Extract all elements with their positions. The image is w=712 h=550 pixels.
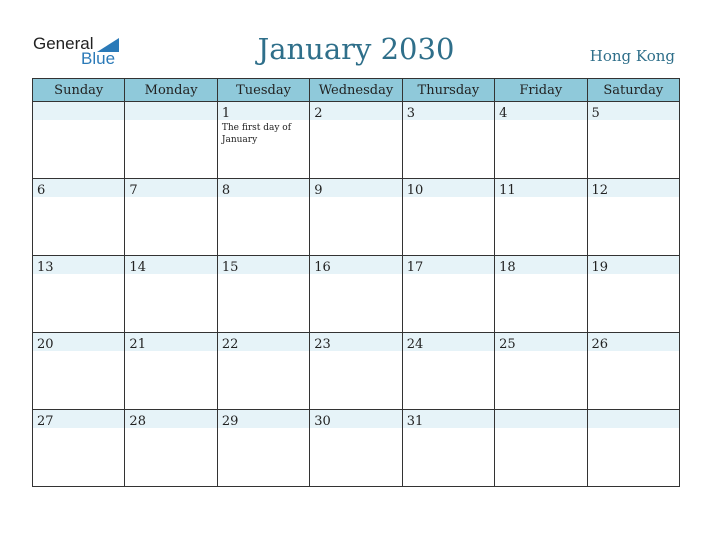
day-number-strip <box>495 179 586 197</box>
weekday-tuesday: Tuesday <box>217 79 309 102</box>
day-cell <box>402 333 494 410</box>
day-cell <box>495 410 587 487</box>
day-number: 3 <box>406 106 415 121</box>
day-number: 26 <box>591 337 609 352</box>
day-number-strip <box>403 256 494 274</box>
day-cell <box>587 179 679 256</box>
day-number: 20 <box>37 337 54 352</box>
day-number-strip <box>33 102 124 120</box>
day-number-strip <box>218 256 309 274</box>
day-number: 12 <box>591 183 609 198</box>
weekday-sunday: Sunday <box>33 79 125 102</box>
day-number: 11 <box>499 183 516 198</box>
week-row <box>33 256 680 333</box>
weekday-friday: Friday <box>495 79 587 102</box>
day-cell <box>125 256 217 333</box>
weekday-header-row <box>33 79 680 102</box>
day-number-strip <box>310 333 401 351</box>
day-number: 4 <box>499 106 508 121</box>
week-row <box>33 179 680 256</box>
day-number-strip <box>218 102 309 120</box>
day-cell <box>125 179 217 256</box>
day-cell <box>402 102 494 179</box>
day-number: 15 <box>221 260 239 275</box>
day-number: 2 <box>314 106 323 121</box>
week-row <box>33 102 680 179</box>
day-number-strip <box>588 410 679 428</box>
day-number-strip <box>495 410 586 428</box>
day-number-strip <box>218 410 309 428</box>
week-row <box>33 410 680 487</box>
day-number: 5 <box>591 106 600 121</box>
day-cell <box>125 102 217 179</box>
day-cell <box>587 333 679 410</box>
day-number-strip <box>33 179 124 197</box>
day-cell <box>33 102 125 179</box>
day-number-strip <box>588 333 679 351</box>
day-number: 21 <box>129 337 146 352</box>
day-number: 14 <box>129 260 146 275</box>
logo-text-blue: Blue <box>81 49 116 68</box>
day-number-strip <box>403 410 494 428</box>
day-number: 1 <box>221 106 231 121</box>
day-cell <box>402 179 494 256</box>
day-number: 28 <box>129 414 146 429</box>
day-number: 7 <box>129 183 138 198</box>
day-number-strip <box>588 102 679 120</box>
day-cell <box>495 179 587 256</box>
day-number: 10 <box>406 183 424 198</box>
day-number: 18 <box>499 260 516 275</box>
day-number-strip <box>125 179 216 197</box>
day-number: 6 <box>37 183 46 198</box>
day-number-strip <box>125 256 216 274</box>
day-number: 9 <box>314 183 323 198</box>
day-number: 8 <box>221 183 231 198</box>
day-cell <box>310 179 402 256</box>
day-cell <box>217 410 309 487</box>
day-number-strip <box>588 179 679 197</box>
day-number: 23 <box>314 337 331 352</box>
weekday-monday: Monday <box>125 79 217 102</box>
day-number-strip <box>125 102 216 120</box>
weekday-saturday: Saturday <box>587 79 679 102</box>
logo-text-general: General <box>33 34 94 53</box>
week-row <box>33 333 680 410</box>
day-cell <box>495 333 587 410</box>
region-label: Hong Kong <box>589 47 675 65</box>
day-number: 31 <box>406 414 424 429</box>
day-number: 17 <box>406 260 424 275</box>
day-cell <box>217 333 309 410</box>
day-number: 25 <box>499 337 516 352</box>
day-cell <box>33 333 125 410</box>
day-number-strip <box>588 256 679 274</box>
holiday-event: The first day of January <box>221 123 292 145</box>
day-cell <box>310 256 402 333</box>
day-number: 29 <box>221 414 239 429</box>
day-cell <box>125 410 217 487</box>
day-cell <box>587 102 679 179</box>
day-number-strip <box>310 102 401 120</box>
day-number-strip <box>125 333 216 351</box>
day-cell <box>217 256 309 333</box>
day-number-strip <box>125 410 216 428</box>
day-number-strip <box>33 410 124 428</box>
day-number-strip <box>495 256 586 274</box>
day-number: 19 <box>591 260 609 275</box>
day-cell <box>217 179 309 256</box>
calendar-grid <box>32 78 680 487</box>
day-number: 30 <box>314 414 331 429</box>
day-number-strip <box>218 179 309 197</box>
day-cell <box>587 410 679 487</box>
day-cell <box>33 179 125 256</box>
weekday-wednesday: Wednesday <box>310 79 402 102</box>
day-number: 13 <box>37 260 54 275</box>
day-number: 22 <box>221 337 239 352</box>
day-cell <box>587 256 679 333</box>
day-cell <box>310 333 402 410</box>
day-number-strip <box>310 410 401 428</box>
day-number: 27 <box>37 414 54 429</box>
day-number-strip <box>218 333 309 351</box>
day-cell <box>33 410 125 487</box>
day-cell <box>310 102 402 179</box>
day-number-strip <box>403 333 494 351</box>
day-number-strip <box>310 256 401 274</box>
day-number: 24 <box>406 337 424 352</box>
day-number-strip <box>33 256 124 274</box>
day-number-strip <box>495 102 586 120</box>
page-title: January 2030 <box>257 32 455 66</box>
day-cell <box>310 410 402 487</box>
day-cell <box>495 102 587 179</box>
day-number-strip <box>403 102 494 120</box>
day-cell <box>402 410 494 487</box>
day-number-strip <box>33 333 124 351</box>
day-number-strip <box>403 179 494 197</box>
day-number: 16 <box>314 260 331 275</box>
day-cell <box>402 256 494 333</box>
weekday-thursday: Thursday <box>402 79 494 102</box>
day-cell <box>495 256 587 333</box>
day-cell <box>217 102 309 179</box>
day-cell <box>33 256 125 333</box>
day-cell <box>125 333 217 410</box>
day-number-strip <box>310 179 401 197</box>
day-number-strip <box>495 333 586 351</box>
